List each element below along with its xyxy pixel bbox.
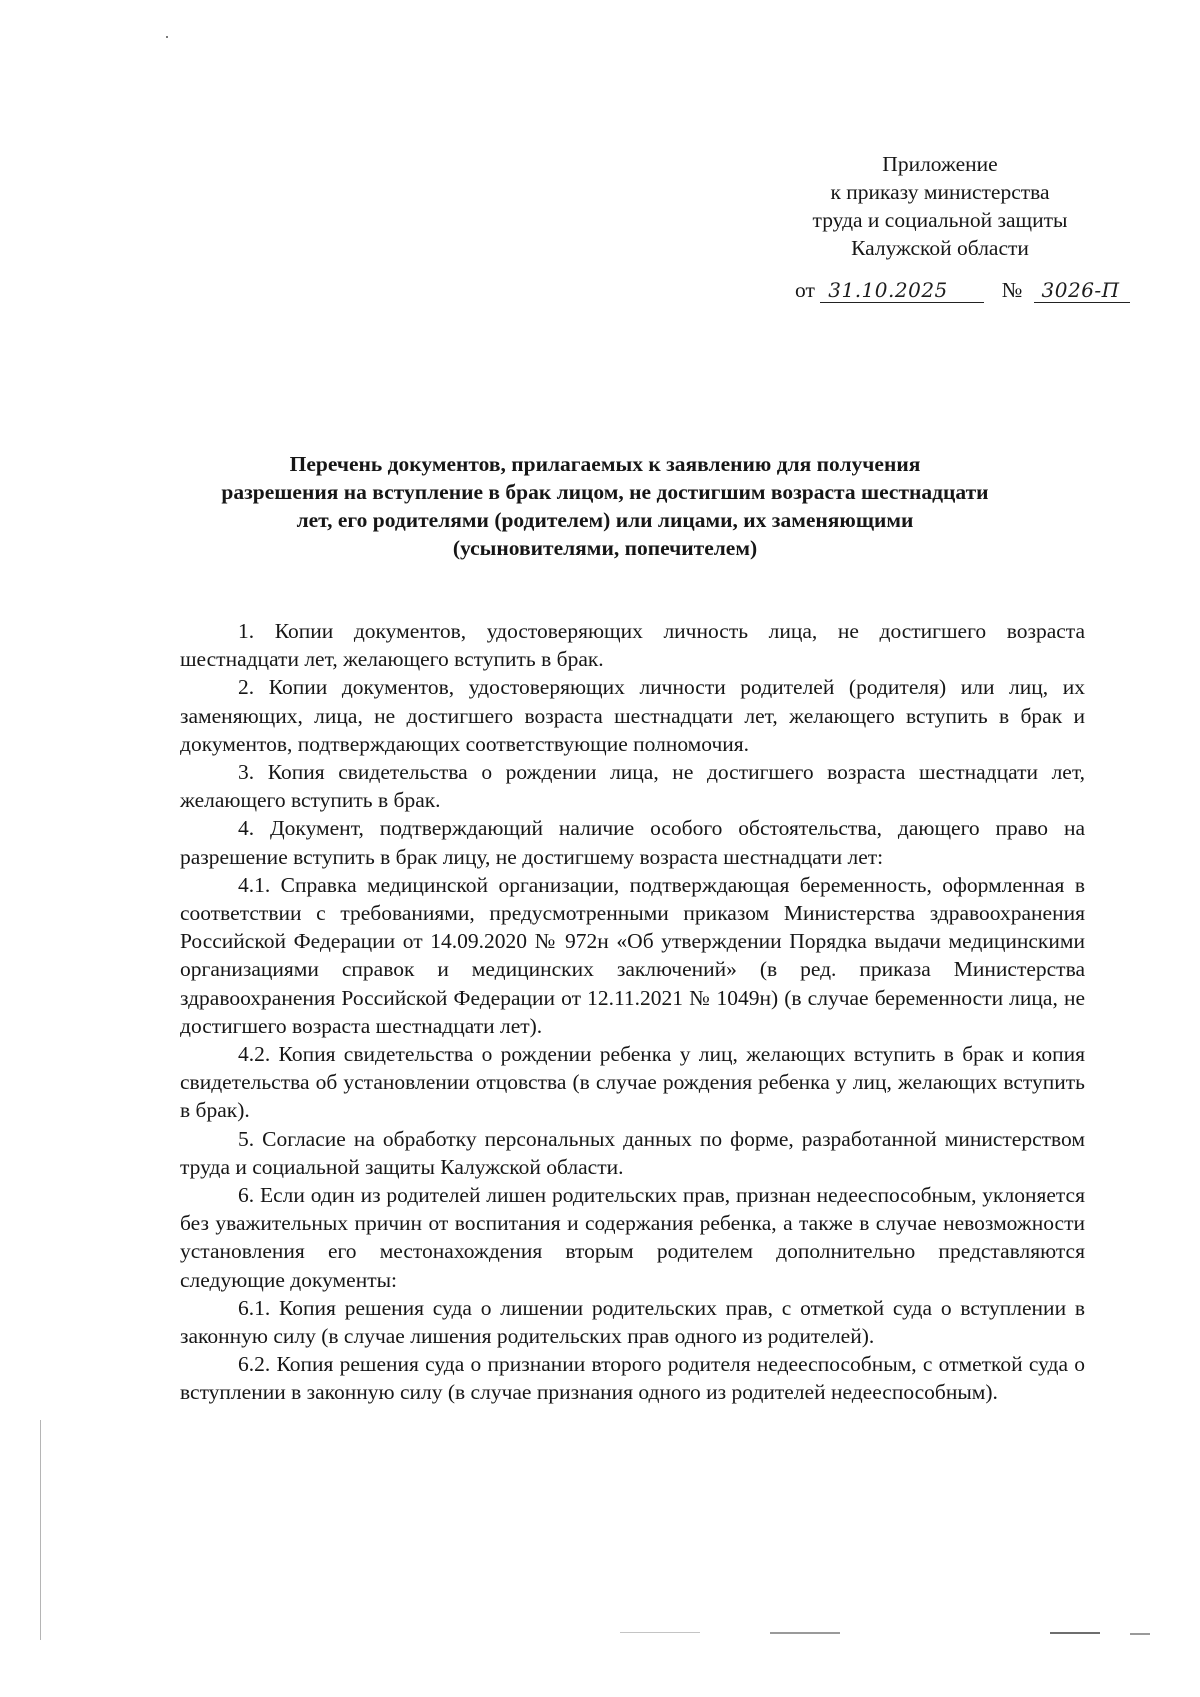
list-item-4-2: 4.2. Копия свидетельства о рождении ребенка у лиц, желающих вступить в брак и копия свидетельства об установлении отцовства (в случае рождения ребенка у лиц, желающих вступить в брак). xyxy=(180,1042,1085,1123)
title-line: разрешения на вступление в брак лицом, не достигшим возраста шестнадцати xyxy=(221,480,989,504)
appendix-line: Приложение xyxy=(882,152,998,176)
order-reference xyxy=(795,278,1130,303)
list-item-1: 1. Копии документов, удостоверяющих личность лица, не достигшего возраста шестнадцати лет, желающего вступить в брак. xyxy=(180,619,1085,672)
appendix-header xyxy=(780,150,1100,262)
order-date-handwritten: 31.10.2025 xyxy=(820,278,984,303)
list-item-6: 6. Если один из родителей лишен родительских прав, признан недееспособным, уклоняется без уважительных причин от воспитания и содержания ребенка, а также в случае невозможности установления его местонахождения вторым родителем дополнительно представляются следующие документы: xyxy=(180,1183,1085,1292)
scan-footer-mark xyxy=(620,1632,700,1633)
appendix-line: к приказу министерства xyxy=(830,180,1050,204)
appendix-line: труда и социальной защиты xyxy=(812,208,1068,232)
title-line: лет, его родителями (родителем) или лицами, их заменяющими xyxy=(296,508,914,532)
order-number-handwritten: 3026-П xyxy=(1034,278,1130,303)
scan-footer-mark xyxy=(1050,1632,1100,1634)
document-body xyxy=(180,617,1085,1407)
appendix-line: Калужской области xyxy=(851,236,1029,260)
list-item-3: 3. Копия свидетельства о рождении лица, не достигшего возраста шестнадцати лет, желающего вступить в брак. xyxy=(180,760,1085,813)
scan-dot xyxy=(166,36,168,38)
list-item-4-1: 4.1. Справка медицинской организации, подтверждающая беременность, оформленная в соответствии с требованиями, предусмотренными приказом Министерства здравоохранения Российской Федерации от 14.09.2020 № 972н «Об утверждении Порядка выдачи медицинскими организациями справок и медицинских заключений» (в ред. приказа Министерства здравоохранения Российской Федерации от 12.11.2021 № 1049н) (в случае беременности лица, не достигшего возраста шестнадцати лет). xyxy=(180,872,1085,1038)
list-item-5: 5. Согласие на обработку персональных данных по форме, разработанной министерством труда и социальной защиты Калужской области. xyxy=(180,1126,1085,1179)
order-date-prefix: от xyxy=(795,278,815,302)
order-number-label: № xyxy=(1001,278,1023,302)
list-item-6-1: 6.1. Копия решения суда о лишении родительских прав, с отметкой суда о вступлении в законную силу (в случае лишения родительских прав одного из родителей). xyxy=(180,1295,1085,1349)
title-line: Перечень документов, прилагаемых к заявлению для получения xyxy=(289,452,921,476)
list-item-2: 2. Копии документов, удостоверяющих личности родителей (родителя) или лиц, их заменяющих, лица, не достигшего возраста шестнадцати лет, желающего вступить в брак и документов, подтверждающих соответствующие полномочия. xyxy=(180,675,1085,756)
list-item-4: 4. Документ, подтверждающий наличие особого обстоятельства, дающего право на разрешение вступить в брак лицу, не достигшему возраста шестнадцати лет: xyxy=(180,816,1085,869)
scan-footer-mark xyxy=(770,1632,840,1634)
scan-footer-mark xyxy=(1130,1633,1150,1635)
list-item-6-2: 6.2. Копия решения суда о признании второго родителя недееспособным, с отметкой суда о вступлении в законную силу (в случае признания одного из родителей недееспособным). xyxy=(180,1352,1085,1405)
scan-edge-line xyxy=(40,1420,41,1640)
title-line: (усыновителями, попечителем) xyxy=(452,536,758,560)
document-title xyxy=(150,450,1060,562)
